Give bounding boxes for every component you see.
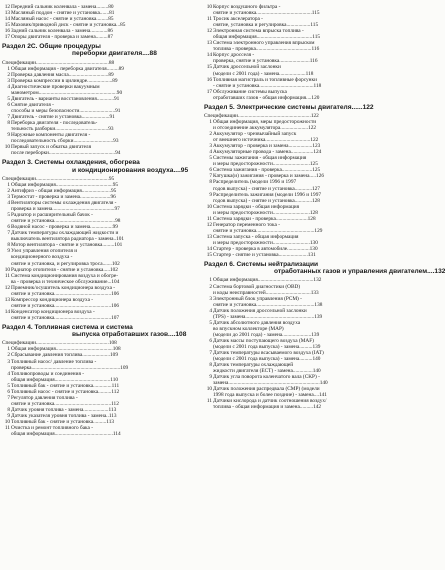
dot-leader: .... [168, 331, 176, 339]
entry-number: 9 [209, 191, 212, 198]
entry-number: 7 [7, 394, 10, 401]
entry-number: 1 [209, 277, 212, 284]
section-title: Раздел 5. Электрические системы двигателя [204, 103, 352, 111]
toc-entry [204, 252, 400, 258]
entry-number: 3 [209, 143, 212, 150]
entry-text: снятие, установка и регулировка..................115 [213, 22, 319, 29]
entry-number: 5 [209, 155, 212, 162]
entry-number: 10 [4, 418, 10, 425]
entry-number: 14 [4, 308, 10, 315]
entry-text: Сбрасывание давления топлива.....................109 [11, 352, 118, 359]
entry-number: 13 [206, 233, 212, 240]
entry-text: Общая информация...........................................108 [11, 346, 121, 353]
entry-text: и коды неисправностей..................................133 [213, 289, 319, 296]
entry-number: 6 [7, 102, 10, 109]
entry-text: после переборки..................................................94 [11, 150, 121, 157]
dot-leader: .... [142, 50, 150, 58]
entry-number: 15 [206, 64, 212, 71]
entry-number: 6 [209, 167, 212, 174]
entry-text: Система зарядки - общая информация [213, 203, 300, 210]
entry-text: Датчик температуры всасываемого воздуха (IAT) [213, 350, 324, 357]
entry-text: Компрессор кондиционера воздуха - [11, 296, 94, 303]
entry-text: Система зарядки - проверка........................128 [213, 215, 316, 222]
entry-text: снятие и установка............................................138 [213, 301, 323, 308]
entry-text: Конденсатор кондиционера воздуха - [11, 308, 95, 315]
toc-entry [2, 34, 198, 40]
entry-text: Стартер - проверка в автомобиле.................130 [213, 245, 318, 252]
entry-text: Узел управления отопителя и [11, 248, 78, 255]
section-subtitle-line [2, 331, 198, 338]
entry-text: Система бортовой диагностики (OBD) [213, 283, 301, 290]
entry-number: 13 [206, 40, 212, 47]
section-page-number: 88 [149, 50, 157, 58]
entry-text: Вентиляторы системы охлаждения двигателя - [11, 200, 117, 207]
entry-number: 17 [4, 34, 10, 41]
entry-number: 7 [209, 350, 212, 357]
entry-text: Масляный поддон - снятие и установка.......81 [11, 10, 115, 17]
entry-number: 16 [206, 76, 212, 83]
entry-number: 3 [209, 295, 212, 302]
entry-text: Топливный бак - снятие и установка..............111 [11, 382, 120, 389]
entry-number: 9 [7, 132, 10, 139]
entry-text: Топливная магистраль и топливные форсунки [213, 76, 317, 83]
entry-number: 11 [206, 398, 212, 405]
section-heading [204, 261, 445, 276]
dot-leader: ...... [351, 103, 363, 111]
toc-entry [2, 150, 198, 156]
entry-text: Обслуживание системы выпуска [213, 88, 287, 95]
entry-text: во впускном коллекторе (MAP) [213, 325, 284, 332]
right-column [204, 4, 445, 411]
entry-text: Общая информация..........................................132 [213, 277, 322, 284]
entry-number: 2 [7, 71, 10, 78]
entry-text: общая информация..........................................115 [213, 34, 320, 41]
entry-text: Наружные компоненты двигателя - [11, 132, 91, 139]
entry-text: Тросик акселератора - [213, 16, 263, 23]
entry-text: замена.....................................................................140 [213, 380, 328, 387]
entry-text: годов выпуска) - снятие и установка.............127 [213, 185, 320, 192]
entry-number: 13 [4, 10, 10, 17]
entry-text: топлива - проверка..........................................116 [213, 46, 320, 53]
entry-number: 7 [209, 173, 212, 180]
entry-text: кондиционерного воздуха - [11, 254, 73, 261]
entry-number: 11 [206, 16, 212, 23]
entry-text: Очистка и ремонт топливного бака - [11, 425, 93, 432]
entry-text: Переборка двигателя - последователь- [11, 120, 98, 127]
entry-text: Опоры двигателя - проверка и замена.........87 [11, 34, 113, 41]
entry-number: 5 [7, 382, 10, 389]
entry-number: 1 [7, 346, 10, 353]
entry-text: Датчик дроссельной заслонки [213, 64, 281, 71]
entry-number: 1 [7, 65, 10, 72]
entry-text: Маховик/приводной диск - снятие и установка...85 [11, 22, 126, 29]
section-subtitle: переборки двигателя [72, 50, 143, 58]
entry-number: 8 [209, 362, 212, 369]
entry-number: 4 [7, 200, 10, 207]
entry-text: Общая информация...........................................95 [11, 181, 119, 188]
section-subtitle-line [2, 167, 198, 174]
entry-text: ва - проверка и техническое обслуживание...104 [11, 278, 120, 285]
entry-text: снятие и установка..............................................98 [11, 218, 121, 225]
entry-text: Датчик температуры охлаждающей [213, 362, 294, 369]
entry-text: Термостат - проверка и замена.......................96 [11, 193, 116, 200]
entry-number: 2 [7, 352, 10, 359]
entry-number: 8 [7, 120, 10, 127]
entry-text: Распределитель (модели 1996 и 1997 [213, 179, 297, 186]
entry-text: (модели с 2001 года) - замена....................118 [213, 70, 314, 77]
entry-number: 16 [4, 28, 10, 35]
entry-text: Датчики кислорода и датчик соотношения воздух/ [213, 398, 327, 405]
entry-text: Масляный насос - снятие и установка.........85 [11, 16, 114, 23]
entry-text: Первый запуск и обкатка двигателя [11, 144, 92, 151]
entry-text: Системы зажигания - общая информация [213, 155, 307, 162]
entry-text: Топливопроводы и соединения - [11, 370, 84, 377]
entry-number: 4 [209, 307, 212, 314]
entry-text: Проверка компрессии в цилиндре...................89 [11, 77, 118, 84]
entry-text: снятие и установка...........................................106 [11, 290, 120, 297]
entry-text: Аккумулятор - чрезвычайный запуск [213, 131, 297, 138]
entry-text: Спецификации.......................................................108 [2, 340, 117, 347]
left-column [2, 4, 198, 437]
toc-entry [2, 315, 198, 321]
entry-number: 3 [7, 77, 10, 84]
toc-entry [204, 404, 400, 410]
entry-text: Датчик массы поступающего воздуха (MAF) [213, 337, 314, 344]
entry-text: топлива - общая информация и замена..........142 [213, 404, 322, 411]
entry-text: жидкости двигателя (ECT) - замена...............140 [213, 368, 321, 375]
entry-number: 5 [209, 319, 212, 326]
entry-text: - снятие и установка.........................................118 [213, 82, 322, 89]
entry-number: 1 [7, 181, 10, 188]
entry-text: Общая информация, меры предосторожности [213, 119, 317, 125]
entry-text: тельность разборки........................................93 [11, 126, 114, 133]
section-subtitle: и кондиционирования воздуха [72, 166, 174, 174]
section-page-number: 132 [434, 268, 445, 276]
entry-number: 10 [206, 386, 212, 393]
entry-text: снятие и установка...........................................106 [11, 302, 120, 309]
section-title: Раздел 6. Системы нейтрализации [204, 261, 319, 269]
entry-text: Стартер - снятие и установка......................131 [213, 252, 316, 259]
entry-text: Задний сальник коленвала - замена.............86 [11, 28, 113, 35]
entry-number: 12 [4, 4, 10, 10]
entry-text: годов выпуска) - снятие и установка.............128 [213, 197, 320, 204]
section-page-number: 95 [180, 166, 189, 174]
entry-text: (модели с 2001 года выпуска) - замена..........140 [213, 356, 321, 363]
entry-text: Датчик температуры охлаждающей жидкости и [11, 230, 119, 237]
entry-number: 8 [209, 179, 212, 186]
entry-text: манометром...........................................................90 [11, 89, 123, 96]
entry-number: 10 [206, 4, 212, 10]
entry-text: проверка, снятие и установка.......................116 [213, 58, 318, 65]
entry-text: Система запуска - общая информация [213, 233, 299, 240]
entry-text: Антифриз - общая информация......................95 [11, 187, 117, 194]
entry-text: Радиатор отопителя - снятие и установка.....102 [11, 266, 118, 273]
entry-text: Аккумуляторные провода - замена.................124 [213, 149, 322, 156]
entry-text: общая информация..........................................110 [11, 376, 118, 383]
entry-number: 10 [4, 144, 10, 151]
entry-number: 3 [7, 193, 10, 200]
entry-text: и меры предосторожности............................130 [213, 239, 318, 246]
entry-text: Датчик указателя уровня топлива - замена..113 [11, 412, 117, 419]
section-heading [2, 324, 198, 338]
entry-number: 12 [206, 28, 212, 35]
entry-number: 15 [206, 252, 212, 259]
section-title: Раздел 4. Топливная система и система [2, 323, 133, 331]
entry-number: 13 [4, 296, 10, 303]
entry-number: 5 [7, 212, 10, 219]
entry-text: от внешнего источника..................................122 [213, 137, 319, 144]
entry-number: 4 [209, 149, 212, 156]
entry-number: 9 [7, 412, 10, 419]
entry-number: 4 [7, 83, 10, 90]
entry-number: 11 [206, 215, 212, 222]
entry-number: 17 [206, 88, 212, 95]
entry-text: Проверка давления масла..............................89 [11, 71, 114, 78]
entry-number: 2 [7, 187, 10, 194]
entry-text: Водяной насос - проверка и замена.................99 [11, 224, 118, 231]
entry-text: снятие и установка...........................................107 [11, 314, 120, 321]
entry-number: 5 [7, 95, 10, 102]
entry-number: 14 [4, 16, 10, 23]
entry-text: Спецификации.......................................................122 [204, 112, 319, 119]
entry-text: Генератор переменного тока - [213, 221, 280, 228]
entry-number: 6 [209, 337, 212, 344]
entry-text: (TPS) - замена....................................................139 [213, 313, 323, 320]
entry-text: проверка и замена...............................................97 [11, 206, 120, 213]
entry-number: 2 [209, 283, 212, 290]
entry-number: 6 [7, 224, 10, 231]
entry-number: 10 [206, 203, 212, 210]
entry-text: снятие и установка..........................................115 [213, 10, 320, 17]
section-subtitle: отработанных газов и управления двигателем [274, 268, 428, 276]
entry-text: Система кондиционирования воздуха и обогре- [11, 272, 118, 279]
entry-text: Общая информация - переборка двигателя.........89 [11, 65, 124, 72]
entry-number: 15 [4, 22, 10, 29]
dot-leader: .... [173, 166, 181, 174]
entry-text: проверка...................................................................109 [11, 364, 129, 371]
entry-text: Топливный насос/ давление топлива - [11, 358, 97, 365]
entry-text: общая информация............................................114 [11, 431, 121, 438]
entry-text: Электронная система впрыска топлива - [213, 28, 304, 35]
entry-text: Спецификации.......................................................88 [2, 59, 115, 66]
entry-text: Распределитель зажигания (модели 1996 и 1997 [213, 191, 322, 198]
section-heading [2, 159, 198, 173]
entry-text: и отсоединение аккумулятора.....................122 [213, 125, 317, 132]
entry-text: Двигатель - варианты восстановления.............91 [11, 95, 120, 102]
entry-number: 8 [7, 406, 10, 413]
section-page-number: 122 [362, 103, 374, 111]
entry-number: 11 [4, 425, 10, 432]
entry-text: (модели с 2001 года выпуска) - замена..........139 [213, 344, 321, 350]
entry-text: Двигатель - снятие и установка.....................91 [11, 114, 115, 121]
entry-text: Датчик угла поворота коленчатого вала (CKP) - [213, 374, 320, 381]
entry-text: снятие и установка, и регулировка троса.......102 [11, 260, 120, 267]
toc-entry [204, 95, 400, 101]
entry-text: способы и меры безопасности...........................91 [11, 108, 121, 115]
entry-text: и меры предосторожности............................128 [213, 209, 318, 216]
section-heading [2, 43, 198, 57]
entry-text: Датчик положения распредвала (CMP) (модели [213, 386, 320, 393]
entry-number: 14 [206, 245, 212, 252]
entry-number: 1 [209, 119, 212, 125]
entry-number: 3 [7, 358, 10, 365]
entry-text: Корпус воздушного фильтра - [213, 4, 281, 10]
entry-text: отработавших газов - общая информация....120 [213, 94, 320, 101]
entry-text: Корпус дросселя - [213, 52, 255, 59]
entry-text: последовательность сборки..............................93 [11, 138, 119, 145]
entry-text: и меры предосторожности............................125 [213, 161, 318, 168]
entry-text: выключатель вентилятора радиатора - замена..101 [11, 236, 125, 243]
entry-text: Топливный бак - снятие и установка..........113 [11, 418, 115, 425]
section-title: Раздел 3. Системы охлаждения, обогрева [2, 159, 140, 167]
entry-text: Приемник/осушитель кондиционера воздуха - [11, 284, 116, 291]
entry-number: 8 [7, 242, 10, 249]
toc-entry [2, 431, 198, 437]
entry-text: Спецификации.......................................................95 [2, 175, 115, 182]
entry-text: Снятие двигателя - [11, 102, 54, 109]
entry-text: Датчик положения дроссельной заслонки [213, 307, 307, 314]
entry-number: 2 [209, 131, 212, 138]
entry-text: Система зажигания - проверка.......................125 [213, 167, 321, 174]
section-title: Раздел 2С. Общие процедуры [2, 43, 101, 51]
section-subtitle-line [204, 268, 445, 276]
entry-text: Датчик абсолютного давления воздуха [213, 319, 301, 326]
section-page-number: 108 [175, 331, 187, 339]
section-subtitle: выпуска отработавших газов [72, 331, 169, 339]
entry-text: Передний сальник коленвала - замена.........80 [11, 4, 114, 10]
entry-text: 1998 года выпуска и более поздние) - замена....141 [213, 392, 327, 399]
entry-number: 7 [7, 114, 10, 121]
entry-text: (модели до 2001 года) - замена......................139 [213, 331, 320, 338]
entry-number: 14 [206, 52, 212, 59]
entry-number: 12 [206, 221, 212, 228]
entry-number: 12 [4, 284, 10, 291]
entry-number: 9 [209, 374, 212, 381]
entry-number: 7 [7, 230, 10, 237]
entry-text: Регулятор давления топлива - [11, 394, 78, 401]
entry-number: 6 [7, 388, 10, 395]
entry-text: снятие и установка...........................................112 [11, 400, 119, 407]
entry-text: Аккумулятор - проверка и замена..................123 [213, 143, 321, 150]
section-subtitle-line [2, 50, 198, 57]
entry-text: снятие и установка............................................129 [213, 227, 323, 234]
entry-number: 10 [4, 266, 10, 273]
dot-leader: .... [427, 268, 435, 276]
entry-text: Топливный насос - снятие и установка..........112 [11, 388, 120, 395]
entry-number: 4 [7, 370, 10, 377]
section-heading [204, 104, 400, 111]
entry-text: Мотор вентилятора - снятие и установка.........101 [11, 242, 123, 249]
entry-text: Электронный блок управления (PCM) - [213, 295, 302, 302]
entry-number: 9 [7, 248, 10, 255]
entry-text: Система электронного управления впрыском [213, 40, 315, 47]
entry-text: Катушка(и) зажигания - проверка и замена.....126 [213, 173, 324, 180]
entry-text: Датчик уровня топлива - замена...................113 [11, 406, 117, 413]
entry-text: Диагностические проверки вакуумным [11, 83, 100, 90]
entry-number: 11 [4, 272, 10, 279]
entry-text: Радиатор и расширительный бачок - [11, 212, 93, 219]
